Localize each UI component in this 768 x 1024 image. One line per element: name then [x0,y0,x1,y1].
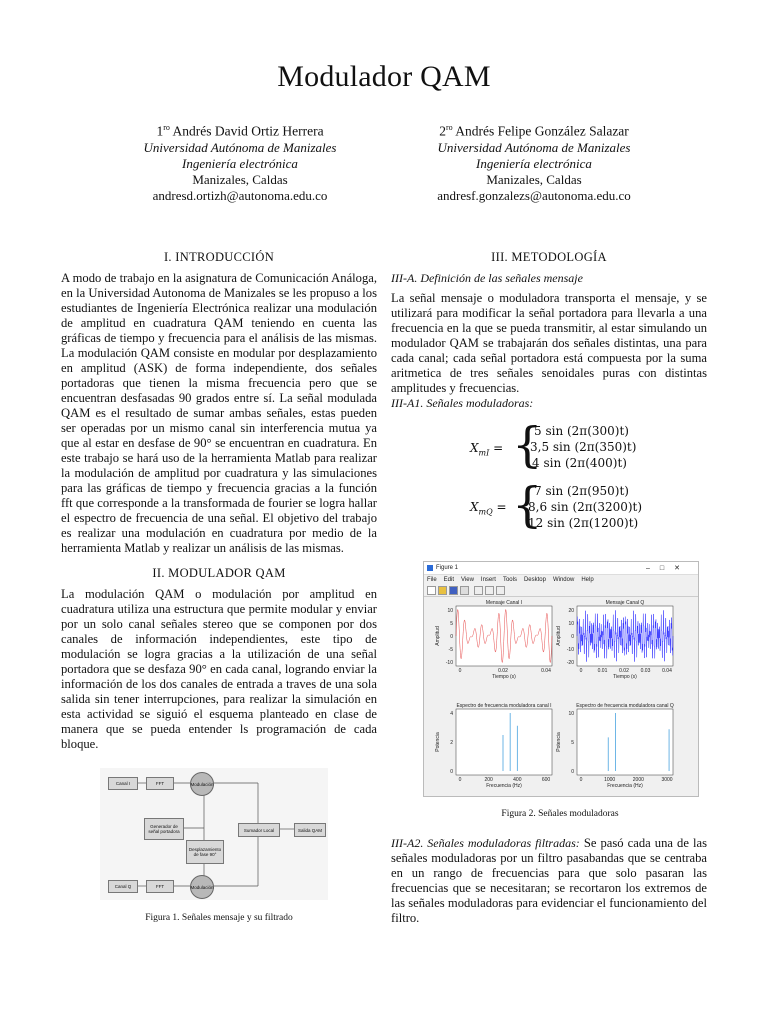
author-2-university: Universidad Autónoma de Manizales [437,139,631,155]
carrier-generator-block: Generador de señal portadora [144,818,184,840]
menu-window[interactable]: Window [552,577,575,583]
intro-text: A modo de trabajo en la asignatura de Comunicación Análoga, en la Universidad Autonoma de Manizales se les propuso a los estudiantes de Ingeniería Electrónica realizar una modulación de amplitud en cuadratura QAM teniendo en cuenta las gráficas de tiempo y frecuencia para el análisis de las mismas. La modulación QAM consiste en modular por desplazamiento en amplitud (ASK) de forma independiente, dos señales portadoras que tienen la misma frecuencia pero que se encuentran desfasadas 90 grados entre sí. La señal modulada QAM es el resultado de sumar ambas señales, estas pueden ser operadas por un mismo canal sin interferencia mutua ya que al estar en desfase de 90° se encuentran en cuadratura. En este trabajo se hará uso de la herramienta Matlab para realizar la modulación de amplitud por cuadratura y las simulaciones para las gráficas de tiempo y frecuencia gracias a la función fft que corresponde a la transformada de fourier se logra hallar el espectro de frecuencia de una señal. El objetivo del trabajo es realizar una modulación en cuadratura por medio de la herramienta Matlab y realizar un análisis de las mismas. [61,271,377,555]
p2-xtick: 0.02 [619,668,629,674]
matlab-figure-window [423,561,699,797]
author-2-department: Ingeniería electrónica [476,155,592,171]
p4-ytick: 10 [568,711,574,717]
method-text: La señal mensaje o moduladora transporta el mensaje, y se utilizará para modificar la señal portadora para llevarla a una frecuencia en la que se pueda transmitir, al estar simulando un modulador QAM se trabajarán dos señales distintas, una para cada canal; cada señal portadora está compuesta por la suma aritmetica de tres señales senoidales puras con distintas amplitudes y frecuencias. [391,291,707,395]
p2-xtick: 0.03 [640,668,651,674]
menu-help[interactable]: Help [581,577,594,583]
right-column-bottom [391,836,707,926]
author-2-city: Manizales, Caldas [486,171,582,187]
figure-1-caption: Figura 1. Señales mensaje y su filtrado [145,913,293,923]
a2-text: Se pasó cada una de las señales moduladoras por un filtro pasabandas que se centraba en un rango de frecuencias para que solo pasaran las frecuencias que se necesitaran; se recortaron los extremos de las señales moduladoras para evidenciar el funcionamiento del filtro. [391,836,708,925]
author-2-name: $2^{ro}$ Andrés Felipe González Salazar [439,123,629,139]
insert-legend-icon[interactable] [496,586,505,595]
p2-xlabel: Tiempo (s) [613,674,637,680]
menu-bar [424,575,698,585]
open-file-icon[interactable] [438,586,447,595]
xmq-label: $X_{mQ}$ = [470,500,507,517]
block-diagram [100,768,328,900]
p2-ytick: -20 [566,660,574,666]
p1-ylabel: Amplitud [435,626,441,646]
p2-xtick: 0.04 [662,668,672,674]
qam-text: La modulación QAM o modulación por amplitud en cuadratura utiliza una estructura que permite modular y enviar por un solo canal señales stereo que se componen por dos canales de información independientes, este tipo de modulación se logra gracias a la utilización de una señal portadora que se desfaza 90° en cada canal, logrando enviar la información de los dos canales de entrada a traves de una sola salida sin tener interrupciones, para realizar la simulación en esta actividad se siguió el esquema planteado en clase de manera que se pueda entender ls programación de cada bloque. [61,587,377,751]
p2-ytick: 10 [568,621,574,627]
p2-title: Mensaje Canal Q [605,600,645,606]
paper-title: Modulador QAM [277,60,491,93]
author-1-city: Manizales, Caldas [192,171,288,187]
author-1-email: andresd.ortizh@autonoma.edu.co [152,187,328,203]
p2-ylabel: Amplitud [556,626,562,646]
menu-insert[interactable]: Insert [480,577,496,583]
save-icon[interactable] [449,586,458,595]
modulation-bottom-node: Modulación [190,875,214,899]
p4-ylabel: Potencia [556,732,562,752]
p2-ytick: 0 [571,634,574,640]
menu-edit[interactable]: Edit [443,577,455,583]
p1-xlabel: Tiempo (s) [492,674,516,680]
pointer-icon[interactable] [474,586,483,595]
canal-i-block: Canal I [108,777,138,790]
xmi-label: $X_{mI}$ = [470,441,504,458]
insert-colorbar-icon[interactable] [485,586,494,595]
window-titlebar [424,562,698,575]
new-figure-icon[interactable] [427,586,436,595]
p1-ytick: 5 [450,621,453,627]
figure-icon [427,565,433,571]
window-controls[interactable]: –□✕ [646,565,690,572]
p3-xtick: 200 [484,777,493,783]
xmi-brace: { [512,417,543,473]
p1-ytick: 10 [447,608,453,614]
p4-axes [577,709,673,775]
xmq-brace: { [512,477,543,533]
canal-q-block: Canal Q [108,880,138,893]
figure-2-plots [424,596,698,796]
p4-xtick: 2000 [632,777,644,783]
qam-output-block: Salida QAM [294,823,326,837]
p1-xtick: 0.02 [498,668,508,674]
intro-heading: I. INTRODUCCIÓN [163,250,275,264]
p4-ytick: 0 [571,769,574,775]
p3-ytick: 2 [450,740,453,746]
modulation-top-node: Modulación [190,772,214,796]
subsection-a-heading: III-A. Definición de las señales mensaje [391,271,583,285]
fft-top-block: FFT [146,777,174,790]
author-2-email: andresf.gonzalezs@autonoma.edu.co [437,187,631,203]
window-title: Figure 1 [436,565,459,571]
p3-ytick: 4 [450,711,453,717]
xmi-lines: 5 sin (2π(300)t) 3,5 sin (2π(350)t) 4 sin (2π(400)t) [530,424,637,470]
qam-heading: II. MODULADOR QAM [152,566,286,580]
author-1-name: $1^{ro}$ Andrés David Ortiz Herrera [156,123,324,139]
p1-xtick: 0.04 [541,668,551,674]
p3-xtick: 0 [458,777,462,783]
menu-file[interactable]: File [427,577,437,583]
p3-axes [456,709,552,775]
print-icon[interactable] [460,586,469,595]
p3-xtick: 600 [541,777,551,783]
author-1 [90,120,390,204]
menu-view[interactable]: View [461,577,474,583]
p2-xtick: 0 [579,668,583,674]
subsection-a1-heading: III-A1. Señales moduladoras: [391,396,534,410]
right-column-top [391,250,707,411]
p4-xtick: 0 [579,777,583,783]
p1-ytick: 0 [450,634,453,640]
p4-xtick: 3000 [661,777,673,783]
menu-desktop[interactable]: Desktop [523,577,546,583]
xmq-lines: 7 sin (2π(950)t) 8,6 sin (2π(3200)t) 12 sin (2π(1200)t) [528,484,643,530]
p4-xlabel: Frecuencia (Hz) [607,783,643,789]
fft-bottom-block: FFT [146,880,174,893]
p1-xtick: 0 [458,668,462,674]
author-1-department: Ingeniería electrónica [182,155,298,171]
p2-ytick: -10 [566,647,574,653]
author-1-university: Universidad Autónoma de Manizales [143,139,337,155]
left-column [61,250,377,752]
p4-ytick: 5 [571,740,574,746]
p1-ytick: -10 [445,660,453,666]
menu-tools[interactable]: Tools [502,577,517,583]
phase-shift-block: Desplazamiento de fase 90° [186,840,224,864]
local-adder-block: Sumador Local [238,823,280,837]
p3-xlabel: Frecuencia (Hz) [486,783,522,789]
p4-xtick: 1000 [604,777,616,783]
p4-title: Espectro de frecuencia moduladora canal Q [576,703,674,709]
author-2 [384,120,684,204]
subsection-a2-paragraph [391,836,707,926]
figure-2-caption: Figura 2. Señales moduladoras [501,809,619,819]
method-heading: III. METODOLOGÍA [491,250,607,264]
p1-ytick: -5 [448,647,453,653]
subsection-a2-heading: III-A2. Señales moduladoras filtradas: [391,836,580,850]
p3-title: Espectro de frecuencia moduladora canal I [456,703,552,709]
p2-ytick: 20 [568,608,574,614]
p1-title: Mensaje Canal I [485,600,523,606]
p3-ylabel: Potencia [435,732,441,752]
p3-ytick: 0 [450,769,453,775]
p3-xtick: 400 [513,777,522,783]
p2-xtick: 0.01 [597,668,608,674]
